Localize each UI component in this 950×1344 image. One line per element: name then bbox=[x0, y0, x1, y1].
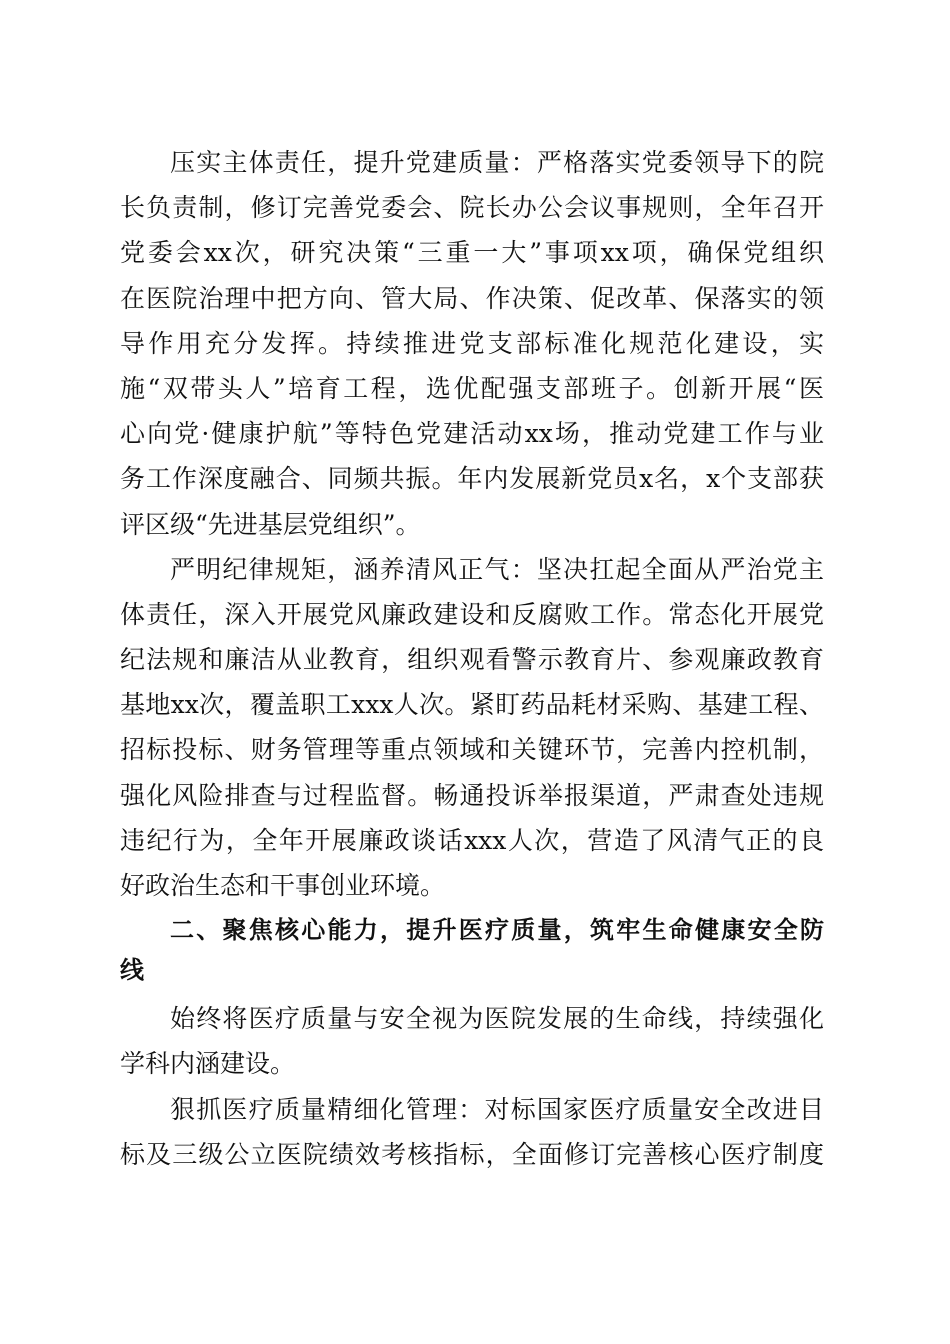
text-line: 长负责制，修订完善党委会、院长办公会议事规则，全年召开 bbox=[120, 193, 824, 223]
text-line: 压实主体责任，提升党建质量：严格落实党委领导下的院 bbox=[170, 148, 824, 177]
text-line: 狠抓医疗质量精细化管理：对标国家医疗质量安全改进目 bbox=[170, 1094, 824, 1124]
paragraph bbox=[120, 547, 824, 909]
paragraph bbox=[120, 996, 824, 1086]
text-line: 评区级“先进基层党组织”。 bbox=[120, 509, 421, 539]
text-line: 党委会xx次，研究决策“三重一大”事项xx项，确保党组织 bbox=[120, 238, 824, 268]
text-line: 体责任，深入开展党风廉政建设和反腐败工作。常态化开展党 bbox=[120, 599, 824, 629]
text-line: 严明纪律规矩，涵养清风正气：坚决扛起全面从严治党主 bbox=[170, 554, 824, 584]
document-body bbox=[120, 140, 824, 1177]
text-line: 二、聚焦核心能力，提升医疗质量，筑牢生命健康安全防 bbox=[170, 916, 824, 945]
text-line: 学科内涵建设。 bbox=[120, 1049, 296, 1079]
text-line: 施“双带头人”培育工程，选优配强支部班子。创新开展“医 bbox=[120, 373, 824, 403]
text-line: 好政治生态和干事创业环境。 bbox=[120, 871, 446, 900]
text-line: 纪法规和廉洁从业教育，组织观看警示教育片、参观廉政教育 bbox=[120, 645, 824, 675]
text-line: 始终将医疗质量与安全视为医院发展的生命线，持续强化 bbox=[170, 1004, 824, 1034]
section-heading bbox=[120, 910, 824, 990]
paragraph bbox=[120, 140, 824, 547]
text-line: 导作用充分发挥。持续推进党支部标准化规范化建设，实 bbox=[120, 328, 824, 358]
text-line: 务工作深度融合、同频共振。年内发展新党员x名，x个支部获 bbox=[120, 464, 824, 494]
paragraph bbox=[120, 1087, 824, 1177]
text-line: 在医院治理中把方向、管大局、作决策、促改革、保落实的领 bbox=[120, 283, 824, 313]
text-line: 招标投标、财务管理等重点领域和关键环节，完善内控机制， bbox=[120, 735, 824, 765]
text-line: 线 bbox=[120, 956, 144, 985]
text-line: 强化风险排查与过程监督。畅通投诉举报渠道，严肃查处违规 bbox=[120, 780, 824, 810]
text-line: 心向党·健康护航”等特色党建活动xx场，推动党建工作与业 bbox=[120, 419, 824, 449]
text-line: 违纪行为，全年开展廉政谈话xxx人次，营造了风清气正的良 bbox=[120, 825, 824, 855]
text-line: 基地xx次，覆盖职工xxx人次。紧盯药品耗材采购、基建工程、 bbox=[120, 690, 824, 720]
text-line: 标及三级公立医院绩效考核指标，全面修订完善核心医疗制度 bbox=[120, 1139, 824, 1169]
